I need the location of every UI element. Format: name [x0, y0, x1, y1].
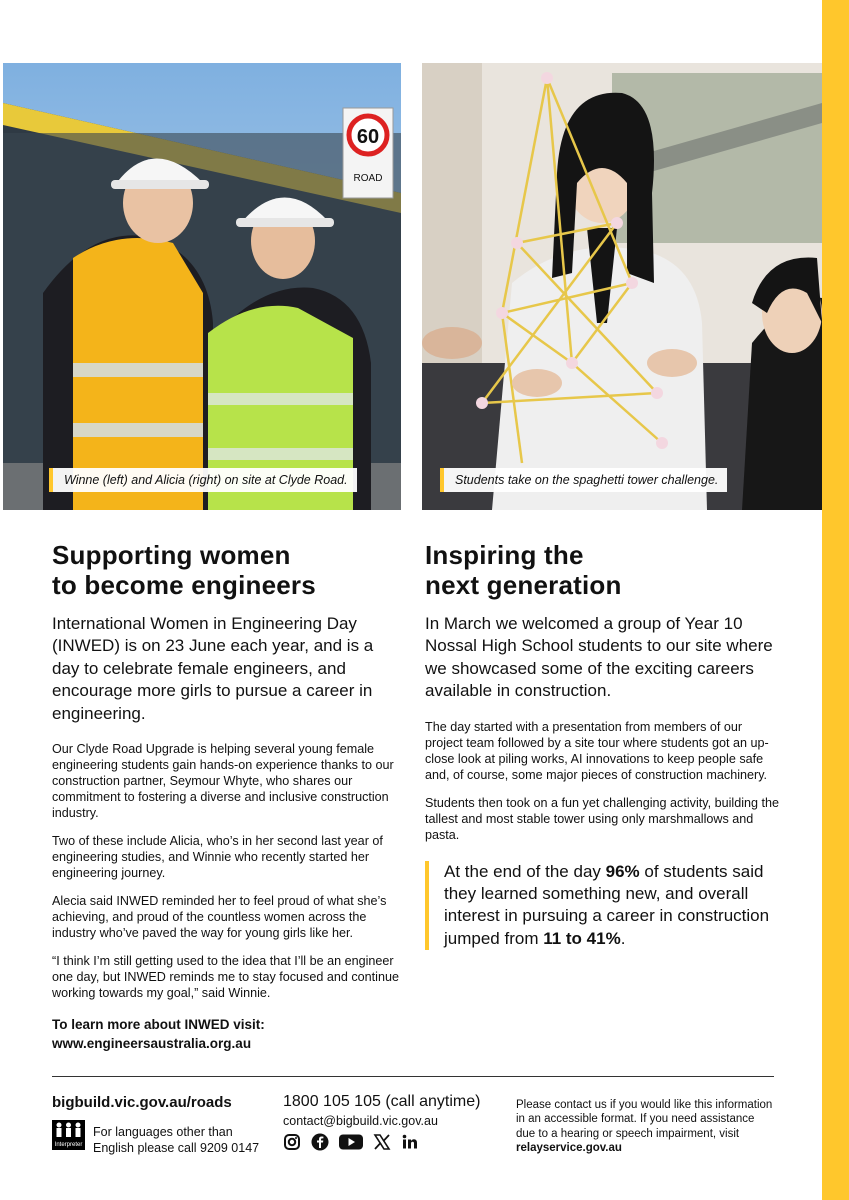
x-icon[interactable] [373, 1133, 391, 1151]
footer-divider [52, 1076, 774, 1077]
lead-paragraph: In March we welcomed a group of Year 10 Nossal High School students to our site where we showcased some of the exciting careers available in construction. [425, 614, 773, 701]
website-link[interactable]: bigbuild.vic.gov.au/roads [52, 1094, 232, 1111]
interpreter-icon [52, 1120, 85, 1150]
languages-text: For languages other than English please call 9209 0147 [93, 1125, 260, 1155]
accessibility-notice: Please contact us if you would like this information in an accessible format. If you need assistance due to a hearing or speech impairment, visit relayservice.gov.au [516, 1099, 773, 1155]
relay-service-link[interactable]: relayservice.gov.au [516, 1142, 622, 1155]
accent-side-bar [822, 0, 849, 1200]
body-paragraph: Our Clyde Road Upgrade is helping several young female engineering students gain hands-on experience thanks to our construction partner, Seymour Whyte, who shares our commitment to fostering a diverse and inclusive construction industry. [52, 742, 394, 821]
section-next-generation [425, 540, 780, 950]
phone-number[interactable]: 1800 105 105 (call anytime) [283, 1093, 481, 1110]
youtube-icon[interactable] [339, 1133, 363, 1151]
photo-caption-left: Winne (left) and Alicia (right) on site at Clyde Road. [49, 468, 357, 492]
heading-women-engineers: Supporting women to become engineers [52, 540, 316, 600]
facebook-icon[interactable] [311, 1133, 329, 1151]
email-link[interactable]: contact@bigbuild.vic.gov.au [283, 1114, 438, 1128]
speed-sign-number: 60 [356, 126, 380, 148]
stat-96-percent: 96% [605, 861, 640, 881]
section-women-engineers [52, 540, 404, 1053]
body-paragraph: Students then took on a fun yet challenging activity, building the tallest and most stable tower using only marshmallows and pasta. [425, 795, 780, 842]
instagram-icon[interactable] [283, 1133, 301, 1151]
body-paragraph: The day started with a presentation from members of our project team followed by a site tour where students got an up-close look at piling works, AI innovations to keep people safe and, of course, some major pieces of construction machinery. [425, 719, 769, 782]
stat-11-to-41: 11 to 41% [543, 928, 621, 948]
engineers-australia-link[interactable]: www.engineersaustralia.org.au [52, 1036, 252, 1052]
photo-women-engineers [3, 63, 401, 510]
photo-caption-right: Students take on the spaghetti tower challenge. [440, 468, 727, 492]
lead-paragraph: International Women in Engineering Day (INWED) is on 23 June each year, and is a day to celebrate female engineers, and encourage more girls to pursue a career in engineering. [52, 614, 374, 723]
body-paragraph: “I think I’m still getting used to the idea that I’ll be an engineer one day, but INWED reminds me to stay focused and continue working towards my goal,” said Winnie. [52, 954, 399, 1001]
photo-spaghetti-tower [422, 63, 822, 510]
svg-text:Interpreter: Interpreter [54, 1142, 83, 1148]
statistics-callout: At the end of the day 96% of students said they learned something new, and overall interest in pursuing a career in construction jumped from 11 to 41%. [425, 861, 780, 951]
heading-next-generation: Inspiring the next generation [425, 540, 622, 600]
body-paragraph: Alecia said INWED reminded her to feel proud of what she’s achieving, and proud of the countless women across the industry who’ve paved the way for young girls like her. [52, 894, 387, 941]
social-links [283, 1133, 419, 1151]
speed-sign-text: ROAD [353, 173, 383, 184]
linkedin-icon[interactable] [401, 1133, 419, 1151]
body-paragraph: Two of these include Alicia, who’s in her second last year of engineering studies, and Winnie who recently started her engineering journey. [52, 834, 383, 881]
learn-more: To learn more about INWED visit: www.engineersaustralia.org.au [52, 1015, 404, 1053]
